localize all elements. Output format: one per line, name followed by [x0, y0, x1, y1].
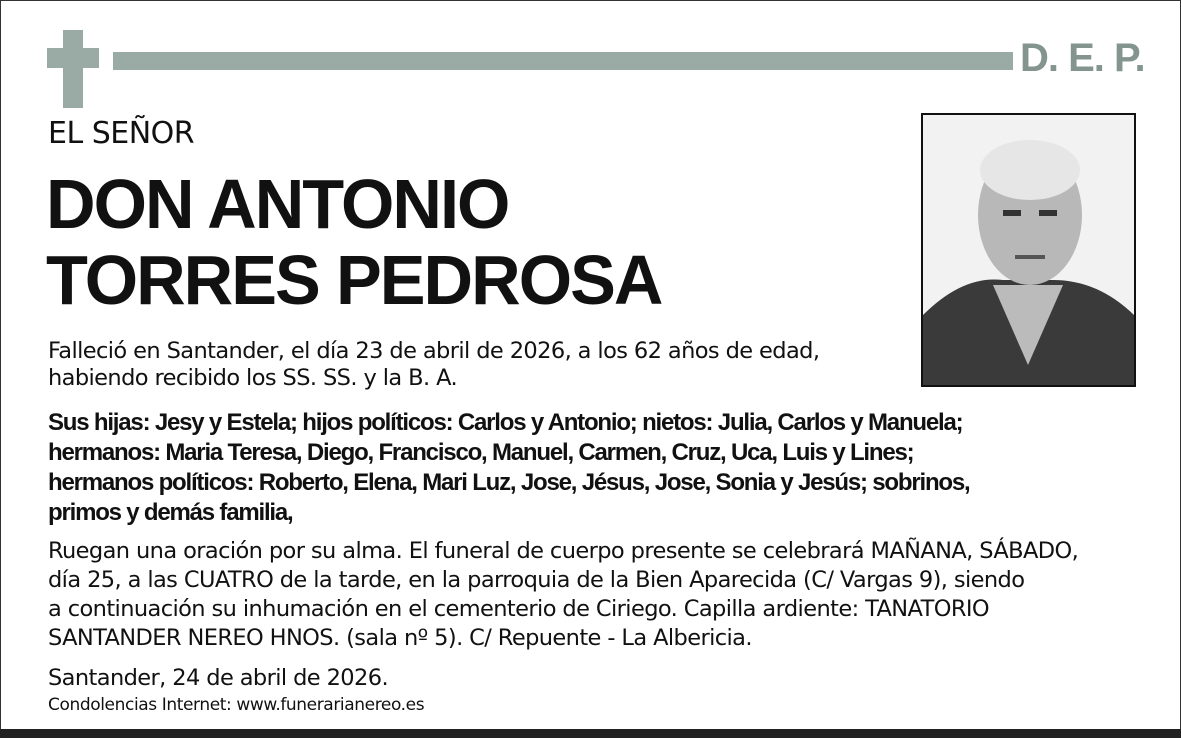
funeral-line: SANTANDER NEREO HNOS. (sala nº 5). C/ Repuente - La Albericia. [48, 625, 752, 651]
condolences-link[interactable]: Condolencias Internet: www.funerarianereo.es [48, 695, 425, 715]
name-line-1: DON ANTONIO [46, 165, 509, 243]
date-line: Santander, 24 de abril de 2026. [48, 665, 389, 691]
cross-icon [63, 30, 83, 108]
deceased-name [46, 166, 661, 318]
bottom-border [0, 729, 1181, 738]
funeral-line: a continuación su inhumación en el cementerio de Ciriego. Capilla ardiente: TANATORIO [48, 596, 990, 622]
family-line: primos y demás familia, [48, 499, 293, 526]
name-line-2: TORRES PEDROSA [46, 241, 662, 319]
funeral-line: día 25, a las CUATRO de la tarde, en la parroquia de la Bien Aparecida (C/ Vargas 9), siendo [48, 567, 1025, 593]
deceased-photo [921, 113, 1136, 387]
cross-icon-bar [47, 48, 99, 68]
death-line-2: habiendo recibido los SS. SS. y la B. A. [48, 365, 458, 391]
death-line-1: Falleció en Santander, el día 23 de abril de 2026, a los 62 años de edad, [48, 338, 820, 364]
family-line: hermanos políticos: Roberto, Elena, Mari Luz, Jose, Jésus, Jose, Sonia y Jesús; sobrinos, [48, 469, 970, 496]
family-line: Sus hijas: Jesy y Estela; hijos políticos: Carlos y Antonio; nietos: Julia, Carlos y Manuela; [48, 409, 963, 436]
funeral-line: Ruegan una oración por su alma. El funeral de cuerpo presente se celebrará MAÑANA, SÁBADO, [48, 538, 1079, 564]
dep-label: D. E. P. [1020, 36, 1145, 80]
family-list [48, 408, 970, 528]
header-rule [113, 52, 1013, 70]
family-line: hermanos: Maria Teresa, Diego, Francisco, Manuel, Carmen, Cruz, Uca, Luis y Lines; [48, 439, 914, 466]
title-prefix: EL SEÑOR [48, 116, 195, 151]
